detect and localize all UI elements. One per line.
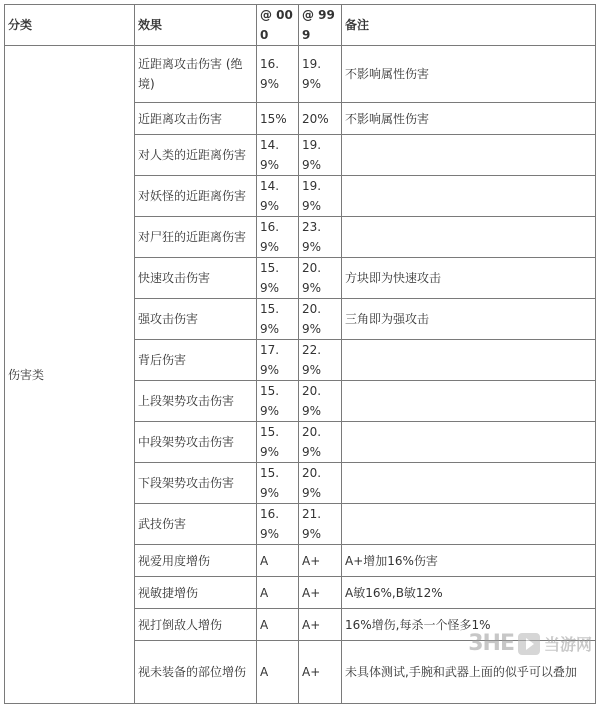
effect-cell: 强攻击伤害	[135, 299, 257, 340]
effect-cell: 对人类的近距离伤害	[135, 135, 257, 176]
value-999-cell: 21.9%	[299, 504, 342, 545]
header-category: 分类	[5, 5, 135, 46]
value-000-cell: 16.9%	[257, 217, 299, 258]
value-999-cell: 23.9%	[299, 217, 342, 258]
note-cell: A敏16%,B敏12%	[342, 577, 596, 609]
value-000-cell: 16.9%	[257, 504, 299, 545]
effect-cell: 视爱用度增伤	[135, 545, 257, 577]
value-000-cell: A	[257, 545, 299, 577]
value-999-cell: 22.9%	[299, 340, 342, 381]
note-cell: A+增加16%伤害	[342, 545, 596, 577]
note-cell	[342, 340, 596, 381]
data-table	[4, 4, 596, 704]
value-000-cell: A	[257, 641, 299, 704]
value-000-cell: 16.9%	[257, 46, 299, 103]
note-cell: 16%增伤,每杀一个怪多1%	[342, 609, 596, 641]
note-cell	[342, 463, 596, 504]
note-cell	[342, 217, 596, 258]
watermark-logo: 3HE	[468, 631, 514, 656]
value-000-cell: A	[257, 609, 299, 641]
value-999-cell: 19.9%	[299, 176, 342, 217]
value-999-cell: 20.9%	[299, 463, 342, 504]
note-cell: 不影响属性伤害	[342, 46, 596, 103]
note-cell	[342, 176, 596, 217]
effect-cell: 中段架势攻击伤害	[135, 422, 257, 463]
effect-cell: 背后伤害	[135, 340, 257, 381]
value-999-cell: A+	[299, 545, 342, 577]
note-cell: 不影响属性伤害	[342, 103, 596, 135]
note-cell	[342, 422, 596, 463]
value-000-cell: 15.9%	[257, 463, 299, 504]
value-999-cell: A+	[299, 609, 342, 641]
value-999-cell: A+	[299, 577, 342, 609]
value-000-cell: A	[257, 577, 299, 609]
effect-cell: 快速攻击伤害	[135, 258, 257, 299]
value-999-cell: 20.9%	[299, 381, 342, 422]
note-cell: 未具体测试,手腕和武器上面的似乎可以叠加	[342, 641, 596, 704]
note-cell: 三角即为强攻击	[342, 299, 596, 340]
category-cell: 伤害类	[5, 46, 135, 704]
value-999-cell: 20.9%	[299, 258, 342, 299]
value-000-cell: 17.9%	[257, 340, 299, 381]
header-row	[5, 5, 596, 46]
watermark-text: 当游网	[543, 635, 592, 654]
note-cell	[342, 381, 596, 422]
value-999-cell: 20%	[299, 103, 342, 135]
effect-cell: 近距离攻击伤害	[135, 103, 257, 135]
effect-cell: 对尸狂的近距离伤害	[135, 217, 257, 258]
value-000-cell: 15.9%	[257, 258, 299, 299]
header-effect: 效果	[135, 5, 257, 46]
value-999-cell: 20.9%	[299, 422, 342, 463]
header-value-999: @ 999	[299, 5, 342, 46]
value-000-cell: 14.9%	[257, 135, 299, 176]
effect-cell: 下段架势攻击伤害	[135, 463, 257, 504]
effect-cell: 视敏捷增伤	[135, 577, 257, 609]
value-999-cell: 19.9%	[299, 135, 342, 176]
value-000-cell: 14.9%	[257, 176, 299, 217]
note-cell: 方块即为快速攻击	[342, 258, 596, 299]
header-note: 备注	[342, 5, 596, 46]
value-000-cell: 15%	[257, 103, 299, 135]
value-999-cell: 20.9%	[299, 299, 342, 340]
value-000-cell: 15.9%	[257, 422, 299, 463]
value-000-cell: 15.9%	[257, 299, 299, 340]
site-watermark	[468, 631, 592, 656]
value-999-cell: A+	[299, 641, 342, 704]
effect-cell: 上段架势攻击伤害	[135, 381, 257, 422]
header-value-000: @ 000	[257, 5, 299, 46]
note-cell	[342, 135, 596, 176]
effect-cell: 近距离攻击伤害 (绝境)	[135, 46, 257, 103]
value-999-cell: 19.9%	[299, 46, 342, 103]
effect-cell: 视打倒敌人增伤	[135, 609, 257, 641]
effect-cell: 视未装备的部位增伤	[135, 641, 257, 704]
effect-cell: 武技伤害	[135, 504, 257, 545]
note-cell	[342, 504, 596, 545]
table-row	[5, 46, 596, 103]
value-000-cell: 15.9%	[257, 381, 299, 422]
play-icon	[518, 633, 540, 655]
effect-cell: 对妖怪的近距离伤害	[135, 176, 257, 217]
